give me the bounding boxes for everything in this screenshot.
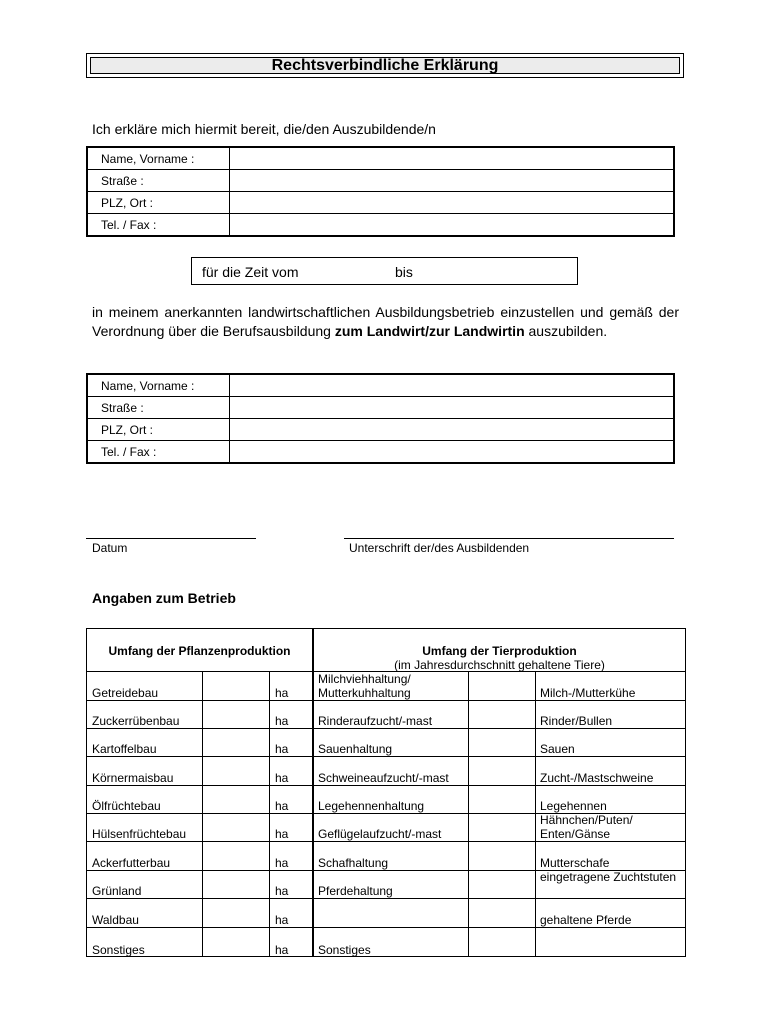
animals-label: Sauen: [540, 742, 575, 756]
intro-text: Ich erkläre mich hiermit bereit, die/den Auszubildende/n: [92, 121, 436, 137]
trainee-phone-field[interactable]: [230, 214, 675, 237]
crop-label: Sonstiges: [92, 943, 145, 957]
business-table: [86, 628, 686, 957]
trainer-city-field[interactable]: [230, 419, 675, 441]
animals-label: Mutterschafe: [540, 856, 610, 870]
animals-label: gehaltene Pferde: [540, 913, 632, 927]
animals-label: Legehennen: [540, 799, 607, 813]
crop-area-field[interactable]: [203, 757, 269, 784]
trainer-name-field[interactable]: [230, 374, 675, 397]
crop-area-field[interactable]: [203, 700, 269, 727]
animals-label: Rinder/Bullen: [540, 714, 613, 728]
trainee-name-field[interactable]: [230, 147, 675, 170]
trainee-city-label: PLZ, Ort :: [87, 192, 230, 214]
crop-label: Hülsenfrüchtebau: [92, 827, 187, 841]
animal-count-field[interactable]: [469, 728, 535, 755]
animal-count-field[interactable]: [469, 672, 535, 699]
paragraph-bold: zum Landwirt/zur Landwirtin: [334, 323, 525, 339]
trainer-street-field[interactable]: [230, 397, 675, 419]
trainee-name-label: Name, Vorname :: [87, 147, 230, 170]
unit-label: ha: [275, 856, 289, 870]
trainer-name-label: Name, Vorname :: [87, 374, 230, 397]
trainer-table: [86, 373, 675, 464]
signature-label: Unterschrift der/des Ausbildenden: [349, 541, 530, 555]
husbandry-label: Pferdehaltung: [318, 884, 393, 898]
declaration-paragraph: [92, 303, 679, 341]
crop-label: Ackerfutterbau: [92, 856, 171, 870]
crop-label: Grünland: [92, 884, 142, 898]
husbandry-label: Sonstiges: [318, 943, 371, 957]
animals-label: Zucht-/Mastschweine: [540, 771, 654, 785]
title-box: [86, 53, 684, 78]
paragraph-end: auszubilden.: [524, 323, 608, 339]
husbandry-label: Geflügelaufzucht/-mast: [318, 827, 442, 841]
animals-label: Milch-/Mutterkühe: [540, 686, 636, 700]
table-row: [87, 419, 674, 441]
husbandry-label: Legehennenhaltung: [318, 799, 425, 813]
table-row: [87, 397, 674, 419]
table-row: [87, 374, 674, 397]
trainer-phone-label: Tel. / Fax :: [87, 441, 230, 464]
unit-label: ha: [275, 884, 289, 898]
trainer-phone-field[interactable]: [230, 441, 675, 464]
trainee-city-field[interactable]: [230, 192, 675, 214]
trainee-street-field[interactable]: [230, 170, 675, 192]
trainee-table: [86, 146, 675, 237]
unit-label: ha: [275, 913, 289, 927]
husbandry-label: Schweineaufzucht/-mast: [318, 771, 449, 785]
crop-area-field[interactable]: [203, 785, 269, 812]
animals-label: eingetragene Zuchtstuten: [540, 870, 677, 884]
trainee-street-label: Straße :: [87, 170, 230, 192]
table-row: [87, 170, 674, 192]
animal-count-field[interactable]: [469, 700, 535, 727]
plant-header: Umfang der Pflanzenproduktion: [108, 644, 291, 658]
table-row: [87, 441, 674, 464]
crop-label: Körnermaisbau: [92, 771, 174, 785]
unit-label: ha: [275, 799, 289, 813]
signature-line[interactable]: [344, 538, 674, 539]
page-title: Rechtsverbindliche Erklärung: [90, 57, 680, 74]
crop-label: Ölfrüchtebau: [92, 799, 161, 813]
period-box[interactable]: [191, 257, 578, 285]
unit-label: ha: [275, 771, 289, 785]
husbandry-label: Sauenhaltung: [318, 742, 393, 756]
trainer-street-label: Straße :: [87, 397, 230, 419]
trainee-phone-label: Tel. / Fax :: [87, 214, 230, 237]
unit-label: ha: [275, 943, 289, 957]
table-row: [87, 214, 674, 237]
crop-area-field[interactable]: [203, 813, 269, 840]
animal-count-field[interactable]: [469, 870, 535, 897]
crop-area-field[interactable]: [203, 899, 269, 926]
date-label: Datum: [92, 541, 128, 555]
trainer-city-label: PLZ, Ort :: [87, 419, 230, 441]
crop-area-field[interactable]: [203, 870, 269, 897]
unit-label: ha: [275, 742, 289, 756]
husbandry-label: Milchviehhaltung/ Mutterkuhhaltung: [318, 672, 411, 700]
animal-count-field[interactable]: [469, 813, 535, 840]
period-to-label: bis: [395, 264, 413, 280]
period-from-label: für die Zeit vom: [202, 264, 299, 280]
unit-label: ha: [275, 827, 289, 841]
animal-count-field[interactable]: [469, 757, 535, 784]
crop-label: Getreidebau: [92, 686, 159, 700]
animals-label: Hähnchen/Puten/ Enten/Gänse: [540, 813, 633, 841]
animal-count-field[interactable]: [469, 899, 535, 926]
paragraph-text: in meinem anerkannten landwirtschaftlichen Ausbildungsbetrieb einzustellen und gemäß der Verordnung über die Berufsausbildung: [92, 304, 679, 339]
date-line[interactable]: [86, 538, 256, 539]
husbandry-label: Rinderaufzucht/-mast: [318, 714, 433, 728]
animal-count-field[interactable]: [469, 929, 535, 956]
unit-label: ha: [275, 686, 289, 700]
table-row: [87, 192, 674, 214]
animal-subheader: (im Jahresdurchschnitt gehaltene Tiere): [394, 658, 605, 672]
crop-area-field[interactable]: [203, 672, 269, 699]
animal-count-field[interactable]: [469, 842, 535, 869]
crop-label: Kartoffelbau: [92, 742, 157, 756]
husbandry-label: Schafhaltung: [318, 856, 389, 870]
table-row: [87, 147, 674, 170]
crop-area-field[interactable]: [203, 728, 269, 755]
crop-area-field[interactable]: [203, 842, 269, 869]
crop-area-field[interactable]: [203, 929, 269, 956]
animal-header: Umfang der Tierproduktion: [422, 644, 577, 658]
crop-label: Zuckerrübenbau: [92, 714, 180, 728]
section-title: Angaben zum Betrieb: [92, 590, 236, 606]
crop-label: Waldbau: [92, 913, 139, 927]
unit-label: ha: [275, 714, 289, 728]
animal-count-field[interactable]: [469, 785, 535, 812]
